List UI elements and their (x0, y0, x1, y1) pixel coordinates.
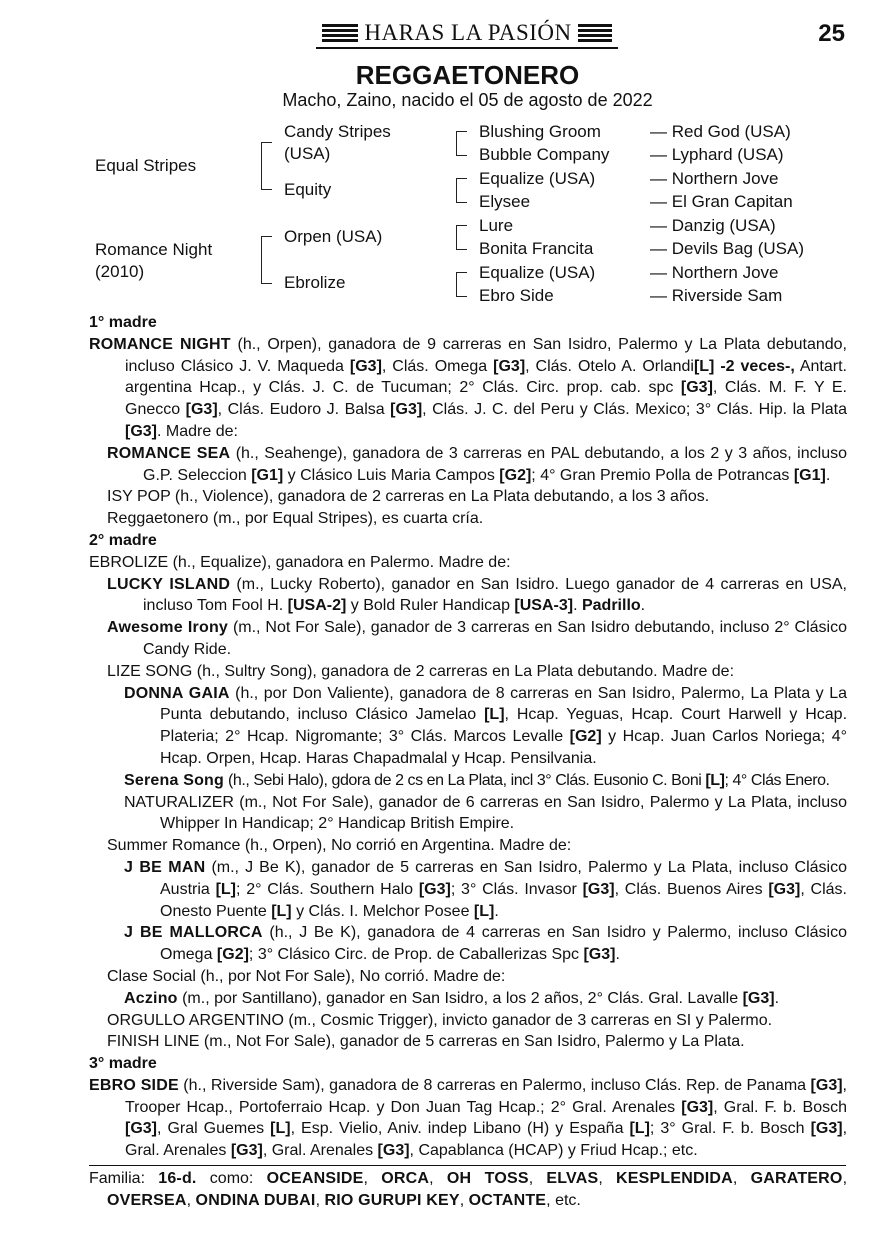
pedigree-g4-1: — Red God (USA) (650, 122, 791, 141)
entry-j-be-mallorca: J BE MALLORCA (h., J Be K), ganadora de 4 carreras en San Isidro y Palermo, incluso Clásico Omega [G2]; 3° Clásico Circ. de Prop. de Caballerizas Spc [G3]. (124, 924, 848, 964)
pedigree-dam-dam: Ebrolize (284, 273, 346, 292)
pedigree-dam-year: (2010) (95, 262, 145, 281)
entry-summer-romance: Summer Romance (h., Orpen), No corrió en Argentina. Madre de: (107, 837, 572, 855)
pedigree-g3-5: Lure (479, 216, 514, 235)
entry-ebro-side: EBRO SIDE (h., Riverside Sam), ganadora de 8 carreras en Palermo, incluso Clás. Rep. de Panama [G3], Trooper Hcap., Portoferraio Hcap. y Don Juan Tag Hcap.; 2° Gral. Arenales [G3], Gral. F. b. Bosch [G3], Gral Guemes [L], Esp. Vielio, Aniv. indep Libano (H) y España [L]; 3° Gral. F. b. Bosch [G3], Gral. Arenales [G3], Gral. Arenales [G3], Capablanca (HCAP) y Friud Hcap.; etc. (89, 1076, 848, 1160)
entry-awesome-irony: Awesome Irony (m., Not For Sale), ganador de 3 carreras en San Isidro debutando, incluso 2° Clásico Candy Ride. (107, 619, 847, 658)
brand-name: HARAS LA PASIÓN (364, 20, 572, 45)
entry-romance-night: ROMANCE NIGHT (h., Orpen), ganadora de 9 carreras en San Isidro, Palermo y La Plata debutando, incluso Clásico J. V. Maqueda [G3], Clás. Omega [G3], Clás. Otelo A. Orlandi[L] -2 veces-, Antart. argentina Hcap., y Clás. J. C. de Tucuman; 2° Clás. Circ. prop. cab. spc [G3], Clás. M. F. Y E. Gnecco [G3], Clás. Eudoro J. Balsa [G3], Clás. J. C. del Peru y Clás. Mexico; 3° Clás. Hip. la Plata [G3]. Madre de: (89, 335, 848, 440)
pedigree-bracket (456, 225, 467, 250)
pedigree-g3-7: Equalize (USA) (479, 263, 596, 282)
brand-header (316, 18, 618, 48)
entry-naturalizer: NATURALIZER (m., Not For Sale), ganador de 6 carreras en San Isidro, Palermo y La Plata, incluso Whipper In Handicap; 2° Handicap British Empire. (124, 793, 847, 833)
horse-name: REGGAETONERO (355, 60, 580, 90)
pedigree-sire-dam: Equity (284, 180, 332, 199)
horse-description: Macho, Zaino, nacido el 05 de agosto de 2022 (282, 90, 653, 110)
entry-orgullo-argentino: ORGULLO ARGENTINO (m., Cosmic Trigger), invicto ganador de 3 carreras en SI y Palermo. (107, 1011, 773, 1029)
entry-lize-song: LIZE SONG (h., Sultry Song), ganadora de 2 carreras en La Plata debutando. Madre de: (107, 662, 735, 680)
entry-aczino: Aczino (m., por Santillano), ganador en San Isidro, a los 2 años, 2° Clás. Gral. Lavalle [G3]. (124, 989, 780, 1007)
pedigree-bracket (456, 272, 467, 297)
pedigree-g3-1: Blushing Groom (479, 122, 601, 141)
entry-isy-pop: ISY POP (h., Violence), ganadora de 2 carreras en La Plata debutando, a los 3 años. (107, 488, 710, 506)
entry-reggaetonero: Reggaetonero (m., por Equal Stripes), es cuarta cría. (107, 510, 484, 528)
entry-clase-social: Clase Social (h., por Not For Sale), No corrió. Madre de: (107, 967, 506, 985)
entry-lucky-island: LUCKY ISLAND (m., Lucky Roberto), ganador en San Isidro. Luego ganador de 4 carreras en USA, incluso Tom Fool H. [USA-2] y Bold Ruler Handicap [USA-3]. Padrillo. (107, 575, 847, 615)
entry-donna-gaia: DONNA GAIA (h., por Don Valiente), ganadora de 8 carreras en San Isidro, Palermo, La Plata y La Punta debutando, incluso Clásico Jamelao [L], Hcap. Yeguas, Hcap. Court Harwell y Hcap. Plateria; 2° Hcap. Nigromante; 3° Clás. Marcos Levalle [G2] y Hcap. Juan Carlos Noriega; 4° Hcap. Orpen, Hcap. Haras Chapadmalal y Hcap. Pensilvania. (124, 684, 848, 767)
pedigree-bracket (456, 178, 467, 203)
entry-serena-song: Serena Song (h., Sebi Halo), gdora de 2 cs en La Plata, incl 3° Clás. Eusonio C. Boni [L]; 4° Clás Enero. (124, 771, 830, 789)
pedigree-sire-sire: Candy Stripes (284, 122, 391, 141)
pedigree-g3-4: Elysee (479, 192, 531, 211)
brand-bars-right-icon (578, 24, 612, 42)
entry-finish-line: FINISH LINE (m., Not For Sale), ganador de 5 carreras en San Isidro, Palermo y La Plata. (107, 1033, 745, 1051)
pedigree-g4-7: — Northern Jove (650, 263, 779, 282)
pedigree-bracket (261, 142, 272, 190)
pedigree-sire: Equal Stripes (95, 156, 197, 175)
pedigree-g4-4: — El Gran Capitan (650, 192, 793, 211)
entry-ebrolize: EBROLIZE (h., Equalize), ganadora en Palermo. Madre de: (89, 553, 511, 571)
pedigree-g3-3: Equalize (USA) (479, 169, 596, 188)
pedigree-dam: Romance Night (95, 240, 213, 259)
pedigree-g4-5: — Danzig (USA) (650, 216, 776, 235)
pedigree-g4-2: — Lyphard (USA) (650, 145, 784, 164)
pedigree-g4-8: — Riverside Sam (650, 286, 783, 305)
entry-j-be-man: J BE MAN (m., J Be K), ganador de 5 carreras en San Isidro, Palermo y La Plata, incluso Clásico Austria [L]; 2° Clás. Southern Halo [G3]; 3° Clás. Invasor [G3], Clás. Buenos Aires [G3], Clás. Onesto Puente [L] y Clás. I. Melchor Posee [L]. (124, 858, 848, 920)
family-line: Familia: 16-d. como: OCEANSIDE, ORCA, OH TOSS, ELVAS, KESPLENDIDA, GARATERO, OVERSEA, ONDINA DUBAI, RIO GURUPI KEY, OCTANTE, etc. (89, 1170, 848, 1209)
pedigree-g4-3: — Northern Jove (650, 169, 779, 188)
entry-romance-sea: ROMANCE SEA (h., Seahenge), ganadora de 3 carreras en PAL debutando, a los 2 y 3 años, incluso G.P. Seleccion [G1] y Clásico Luis Maria Campos [G2]; 4° Gran Premio Polla de Potrancas [G1]. (107, 444, 847, 484)
section-second-dam: 2° madre (89, 531, 157, 549)
brand-bars-left-icon (322, 24, 358, 42)
family-divider (89, 1165, 846, 1166)
pedigree-g4-6: — Devils Bag (USA) (650, 239, 804, 258)
pedigree-g3-6: Bonita Francita (479, 239, 594, 258)
pedigree-bracket (261, 236, 272, 284)
brand-underline (316, 47, 618, 49)
pedigree-g3-2: Bubble Company (479, 145, 610, 164)
section-third-dam: 3° madre (89, 1055, 157, 1073)
page-number: 25 (818, 20, 845, 47)
pedigree-sire-sire-country: (USA) (284, 144, 331, 163)
dam-line-text (89, 312, 847, 1162)
section-first-dam: 1° madre (89, 314, 157, 331)
pedigree-g3-8: Ebro Side (479, 286, 554, 305)
pedigree-bracket (456, 131, 467, 156)
pedigree-dam-sire: Orpen (USA) (284, 227, 383, 246)
